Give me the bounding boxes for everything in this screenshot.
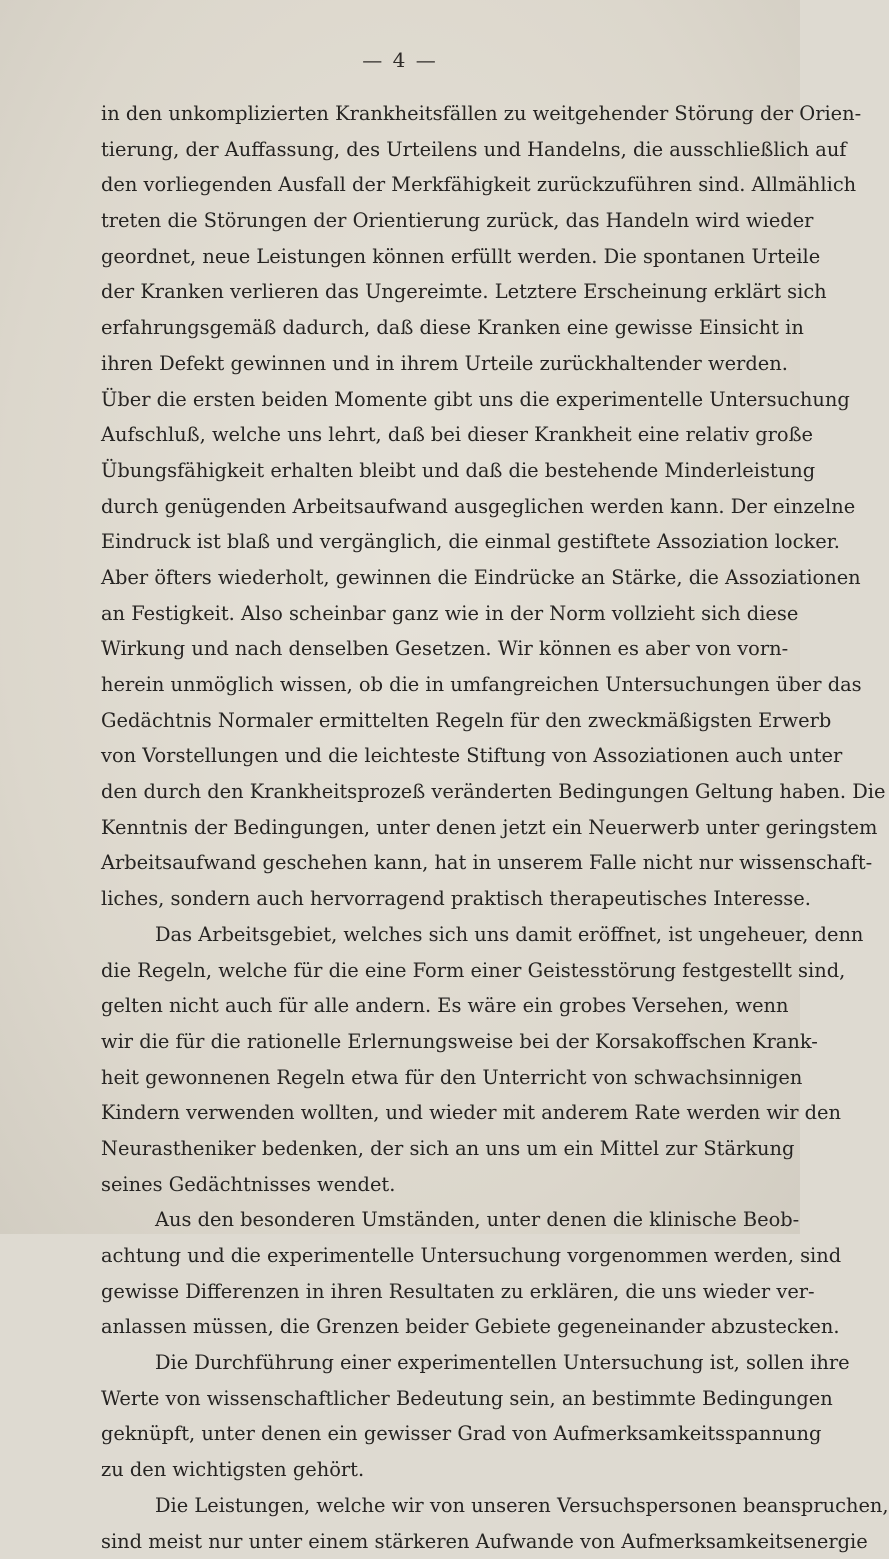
text-line: Übungsfähigkeit erhalten bleibt und daß die bestehende Minderleistung: [101, 453, 765, 489]
text-line: heit gewonnenen Regeln etwa für den Unterricht von schwachsinnigen: [101, 1060, 765, 1096]
paragraph: [101, 96, 765, 917]
text-line: sind meist nur unter einem stärkeren Aufwande von Aufmerksamkeitsenergie: [101, 1524, 765, 1559]
paragraph: [101, 1345, 765, 1488]
text-line: erfahrungsgemäß dadurch, daß diese Kranken eine gewisse Einsicht in: [101, 310, 765, 346]
text-line: gewisse Differenzen in ihren Resultaten zu erklären, die uns wieder ver-: [101, 1274, 765, 1310]
text-line: zu den wichtigsten gehört.: [101, 1452, 765, 1488]
paragraph: [101, 917, 765, 1203]
paragraph: [101, 1488, 765, 1559]
paragraph: [101, 1202, 765, 1345]
text-line: an Festigkeit. Also scheinbar ganz wie in der Norm vollzieht sich diese: [101, 596, 765, 632]
text-line: tierung, der Auffassung, des Urteilens und Handelns, die ausschließlich auf: [101, 132, 765, 168]
text-line: geknüpft, unter denen ein gewisser Grad von Aufmerksamkeitsspannung: [101, 1416, 765, 1452]
text-line: Neurastheniker bedenken, der sich an uns um ein Mittel zur Stärkung: [101, 1131, 765, 1167]
text-line: Werte von wissenschaftlicher Bedeutung sein, an bestimmte Bedingungen: [101, 1381, 765, 1417]
text-line: gelten nicht auch für alle andern. Es wäre ein grobes Versehen, wenn: [101, 988, 765, 1024]
text-line: den vorliegenden Ausfall der Merkfähigkeit zurückzuführen sind. Allmählich: [101, 167, 765, 203]
text-line: Die Durchführung einer experimentellen Untersuchung ist, sollen ihre: [101, 1345, 765, 1381]
text-line: herein unmöglich wissen, ob die in umfangreichen Untersuchungen über das: [101, 667, 765, 703]
text-line: Das Arbeitsgebiet, welches sich uns damit eröffnet, ist ungeheuer, denn: [101, 917, 765, 953]
text-line: ihren Defekt gewinnen und in ihrem Urteile zurückhaltender werden.: [101, 346, 765, 382]
text-line: achtung und die experimentelle Untersuchung vorgenommen werden, sind: [101, 1238, 765, 1274]
text-line: Gedächtnis Normaler ermittelten Regeln für den zweckmäßigsten Erwerb: [101, 703, 765, 739]
text-line: Über die ersten beiden Momente gibt uns die experimentelle Untersuchung: [101, 382, 765, 418]
text-line: die Regeln, welche für die eine Form einer Geistesstörung festgestellt sind,: [101, 953, 765, 989]
text-line: anlassen müssen, die Grenzen beider Gebiete gegeneinander abzustecken.: [101, 1309, 765, 1345]
text-line: Aufschluß, welche uns lehrt, daß bei dieser Krankheit eine relativ große: [101, 417, 765, 453]
text-line: Aus den besonderen Umständen, unter denen die klinische Beob-: [101, 1202, 765, 1238]
page-number: — 4 —: [0, 48, 800, 72]
text-line: Arbeitsaufwand geschehen kann, hat in unserem Falle nicht nur wissenschaft-: [101, 845, 765, 881]
text-line: von Vorstellungen und die leichteste Stiftung von Assoziationen auch unter: [101, 738, 765, 774]
text-line: Wirkung und nach denselben Gesetzen. Wir können es aber von vorn-: [101, 631, 765, 667]
text-line: Die Leistungen, welche wir von unseren Versuchspersonen beanspruchen,: [101, 1488, 765, 1524]
text-line: der Kranken verlieren das Ungereimte. Letztere Erscheinung erklärt sich: [101, 274, 765, 310]
text-line: in den unkomplizierten Krankheitsfällen zu weitgehender Störung der Orien-: [101, 96, 765, 132]
text-line: durch genügenden Arbeitsaufwand ausgeglichen werden kann. Der einzelne: [101, 489, 765, 525]
text-line: Kindern verwenden wollten, und wieder mit anderem Rate werden wir den: [101, 1095, 765, 1131]
body-text: [101, 96, 765, 1559]
text-line: geordnet, neue Leistungen können erfüllt werden. Die spontanen Urteile: [101, 239, 765, 275]
text-line: seines Gedächtnisses wendet.: [101, 1167, 765, 1203]
text-line: treten die Störungen der Orientierung zurück, das Handeln wird wieder: [101, 203, 765, 239]
text-line: Aber öfters wiederholt, gewinnen die Eindrücke an Stärke, die Assoziationen: [101, 560, 765, 596]
text-line: liches, sondern auch hervorragend praktisch therapeutisches Interesse.: [101, 881, 765, 917]
text-line: den durch den Krankheitsprozeß veränderten Bedingungen Geltung haben. Die: [101, 774, 765, 810]
text-line: wir die für die rationelle Erlernungsweise bei der Korsakoffschen Krank-: [101, 1024, 765, 1060]
text-line: Kenntnis der Bedingungen, unter denen jetzt ein Neuerwerb unter geringstem: [101, 810, 765, 846]
text-line: Eindruck ist blaß und vergänglich, die einmal gestiftete Assoziation locker.: [101, 524, 765, 560]
